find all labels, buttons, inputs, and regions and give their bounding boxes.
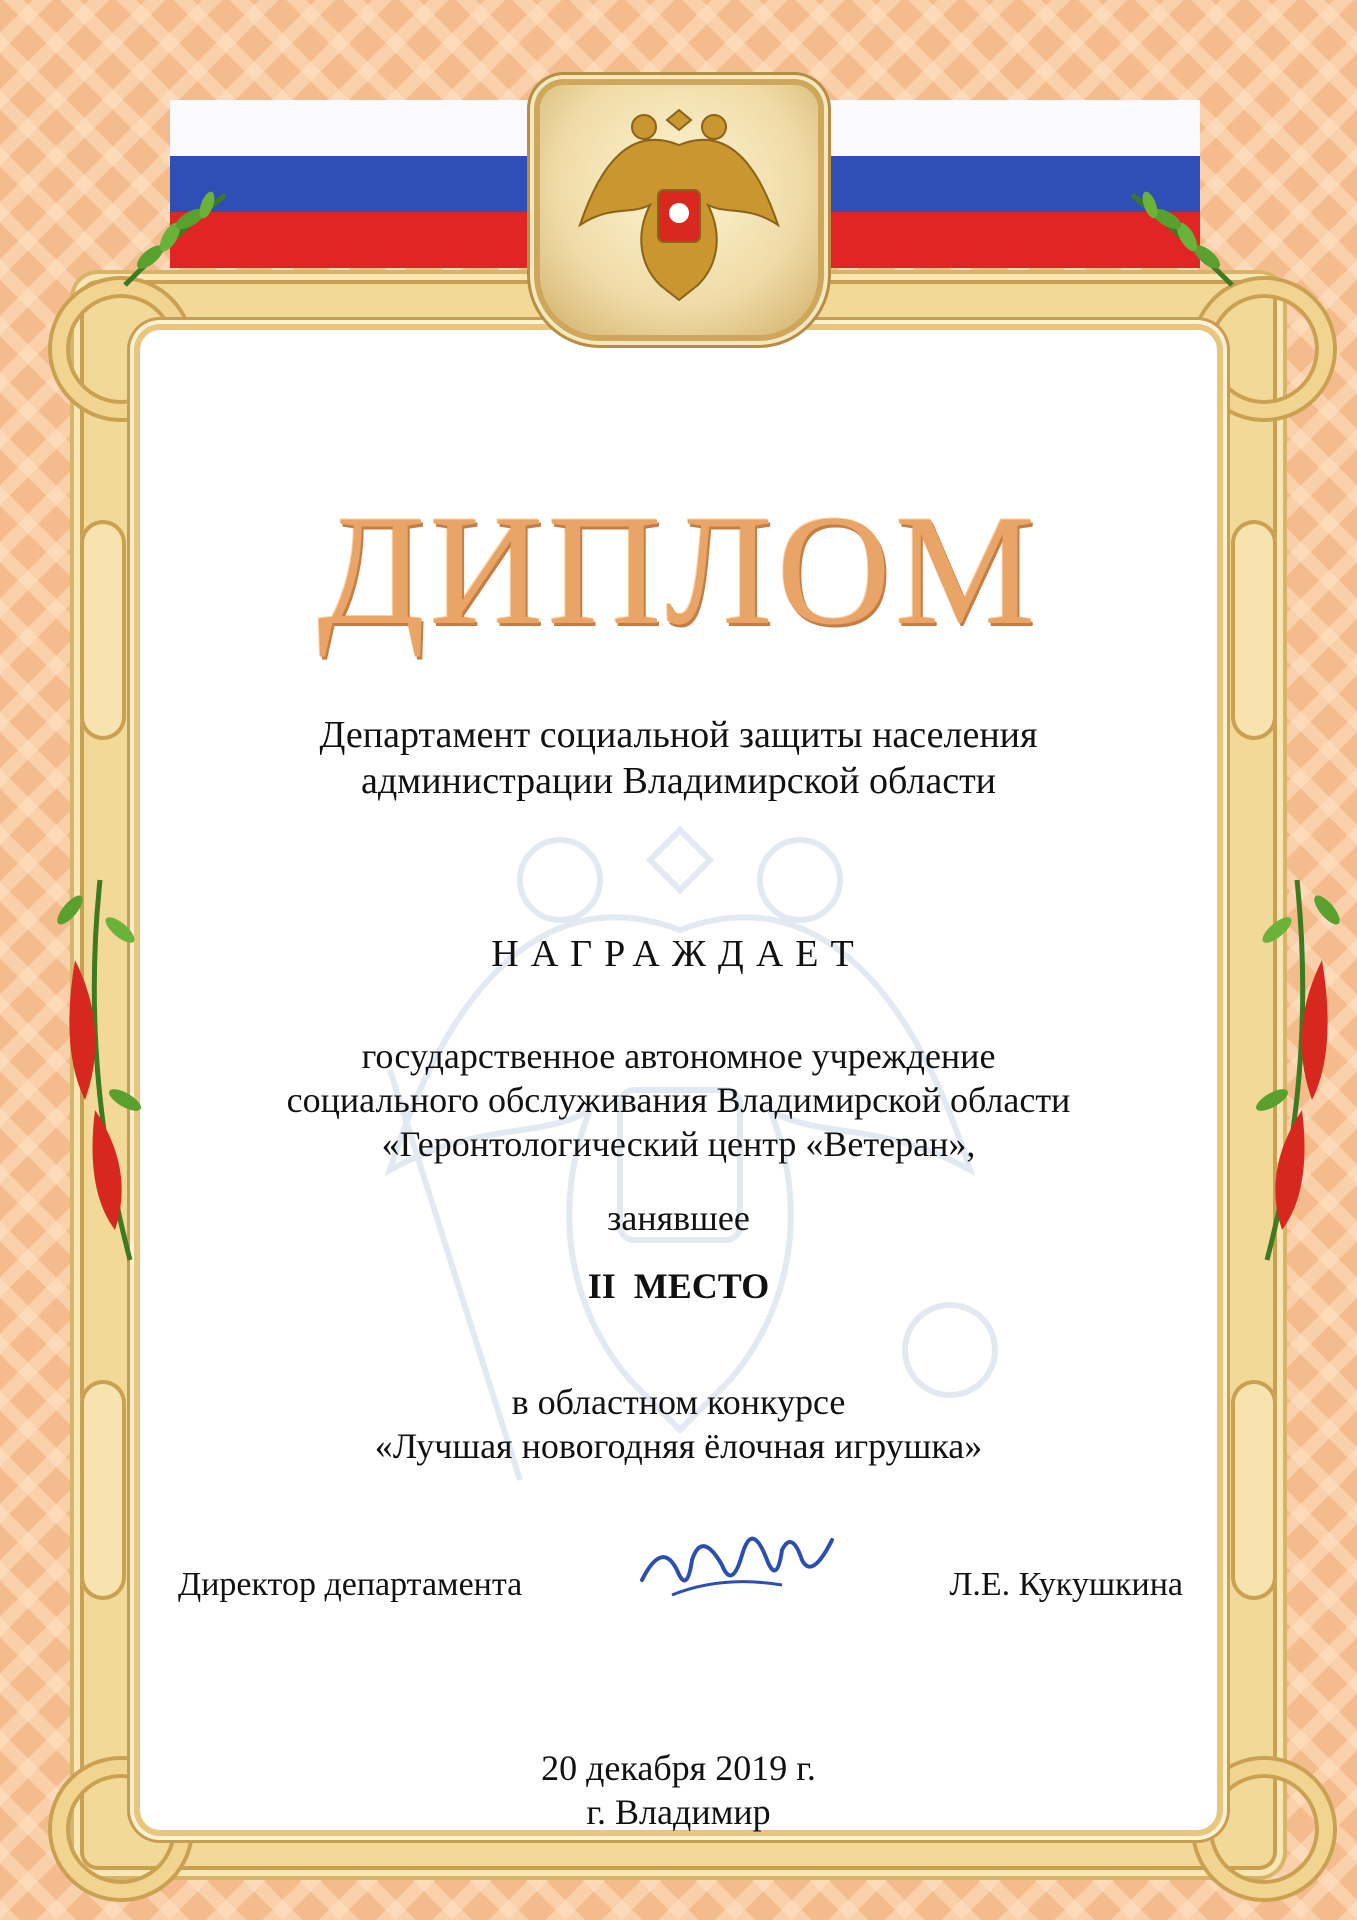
place-text: II МЕСТО bbox=[587, 1266, 770, 1306]
issue-date: 20 декабря 2019 г. bbox=[541, 1748, 816, 1788]
took-text: занявшее bbox=[607, 1198, 750, 1238]
contest-line-1: в областном конкурсе bbox=[511, 1382, 846, 1422]
issue-date-place bbox=[0, 1746, 1357, 1834]
department-line-1: Департамент социальной защиты населения bbox=[319, 714, 1038, 756]
signer-name: Л.Е. Кукушкина bbox=[949, 1566, 1183, 1603]
recipient-line-2: социального обслуживания Владимирской области bbox=[286, 1080, 1071, 1120]
diploma-title: ДИПЛОМ bbox=[317, 483, 1040, 658]
department-name bbox=[0, 712, 1357, 804]
recipient-organization bbox=[0, 1034, 1357, 1166]
laurel-branch-icon bbox=[1122, 175, 1242, 295]
recipient-line-1: государственное автономное учреждение bbox=[361, 1036, 996, 1076]
department-line-2: администрации Владимирской области bbox=[360, 760, 997, 802]
signer-position: Директор департамента bbox=[178, 1566, 523, 1603]
laurel-branch-icon bbox=[115, 175, 235, 295]
signature-icon bbox=[632, 1500, 842, 1610]
awards-heading: НАГРАЖДАЕТ bbox=[491, 933, 866, 975]
coat-of-arms-shield bbox=[540, 85, 818, 335]
contest-line-2: «Лучшая новогодняя ёлочная игрушка» bbox=[374, 1426, 983, 1466]
contest-description bbox=[0, 1380, 1357, 1468]
recipient-line-3: «Геронтологический центр «Ветеран», bbox=[381, 1124, 976, 1164]
russian-coat-of-arms-icon bbox=[540, 85, 818, 335]
issue-city: г. Владимир bbox=[586, 1792, 771, 1832]
